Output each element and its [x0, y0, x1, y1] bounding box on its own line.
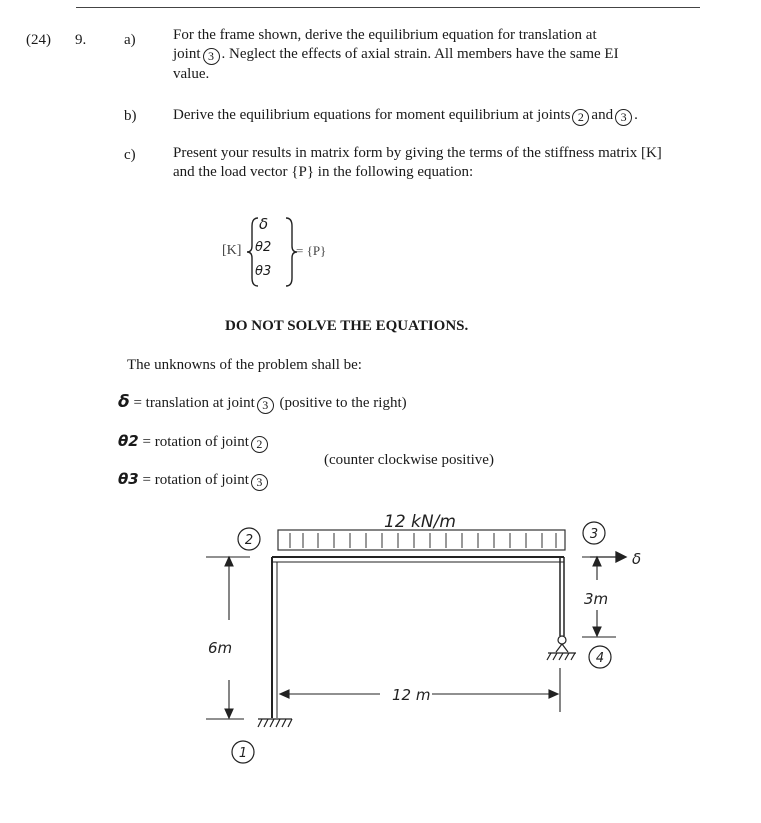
joint-3-marker: 3 — [257, 397, 274, 414]
top-rule — [76, 7, 700, 8]
fixed-support-icon — [258, 719, 292, 727]
part-c-label: c) — [124, 147, 136, 163]
span-label: 12 m — [392, 686, 431, 704]
part-a-label: a) — [124, 32, 136, 48]
part-a-line-2 — [173, 45, 713, 65]
right-height-label: 3m — [584, 590, 609, 608]
vector-entry-theta3: θ3 — [255, 264, 272, 279]
left-height-label: 6m — [208, 639, 233, 657]
joint-4-label: 4 — [595, 651, 605, 666]
part-b-text — [173, 106, 733, 126]
definition-symbol: δ — [118, 392, 130, 412]
part-a-line-2-pre: joint — [173, 46, 201, 62]
part-a-line-1: For the frame shown, derive the equilibrium equation for translation at — [173, 27, 597, 43]
definition-theta3 — [118, 470, 270, 491]
definition-text: = translation at joint — [133, 395, 255, 411]
part-b-text-post: . — [634, 107, 638, 123]
definition-symbol: θ3 — [118, 470, 139, 488]
definition-theta2 — [118, 432, 270, 453]
joint-2-marker: 2 — [251, 436, 268, 453]
joint-2-marker: 2 — [572, 109, 589, 126]
part-b-text-pre: Derive the equilibrium equations for moment equilibrium at joints — [173, 107, 571, 123]
joint-3-label: 3 — [589, 527, 599, 542]
part-b-label: b) — [124, 108, 137, 124]
definition-extra: (positive to the right) — [279, 395, 407, 411]
definition-text: = rotation of joint — [142, 472, 249, 488]
definition-symbol: θ2 — [118, 432, 139, 450]
joint-2-marker — [238, 528, 260, 550]
part-c-text — [173, 144, 733, 182]
translation-label: δ — [632, 550, 642, 568]
joint-3-marker: 3 — [203, 48, 220, 65]
pin-support-icon — [547, 636, 576, 660]
part-a-text — [173, 26, 713, 84]
joint-3-marker — [583, 522, 605, 544]
load-label: 12 kN/m — [384, 512, 456, 532]
problem-number: 9. — [75, 32, 87, 48]
part-c-line-2: and the load vector {P} in the following equation: — [173, 164, 474, 180]
part-a-line-3: value. — [173, 66, 210, 82]
load-arrows — [290, 533, 556, 548]
matrix-equation — [222, 214, 332, 290]
ccw-positive-note: (counter clockwise positive) — [324, 452, 494, 468]
definition-delta — [118, 393, 407, 414]
problem-points: (24) — [26, 32, 51, 48]
vector-entry-delta: δ — [259, 215, 269, 233]
distributed-load — [278, 530, 565, 550]
joint-2-label: 2 — [244, 533, 254, 548]
part-c-line-1: Present your results in matrix form by giving the terms of the stiffness matrix [K] — [173, 145, 662, 161]
unknowns-intro: The unknowns of the problem shall be: — [127, 357, 362, 373]
joint-3-marker: 3 — [615, 109, 632, 126]
joint-3-marker: 3 — [251, 474, 268, 491]
part-a-line-2-post: . Neglect the effects of axial strain. All members have the same EI — [221, 46, 619, 62]
joint-4-marker — [589, 646, 611, 668]
definition-text: = rotation of joint — [142, 434, 249, 450]
left-height-dimension — [206, 557, 250, 719]
vector-entry-theta2: θ2 — [255, 240, 272, 255]
joint-1-label: 1 — [238, 746, 248, 761]
do-not-solve-note: DO NOT SOLVE THE EQUATIONS. — [225, 318, 469, 334]
frame-figure — [0, 495, 761, 795]
stiffness-matrix-symbol: [K] — [222, 243, 242, 258]
part-b-and: and — [591, 107, 614, 123]
joint-1-marker — [232, 741, 254, 763]
load-vector-symbol: = {P} — [296, 243, 327, 258]
